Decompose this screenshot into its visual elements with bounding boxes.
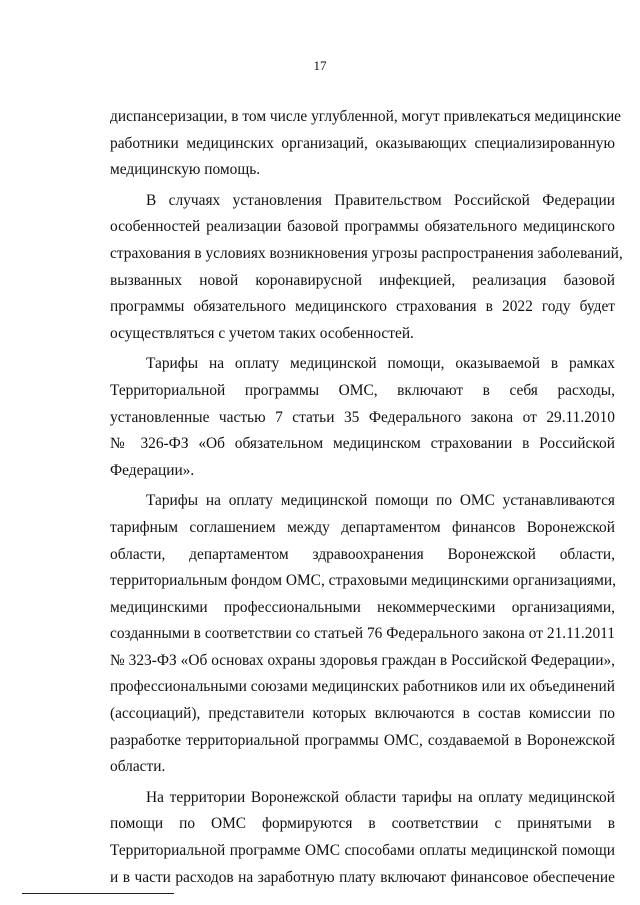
paragraph-1 (110, 104, 622, 184)
text-line: Федерации». (110, 461, 195, 479)
document-body (110, 104, 623, 891)
text-line: диспансеризации, в том числе углубленной, могут привлекаться медицинские (110, 108, 622, 125)
text-line: На территории Воронежской области тарифы на оплату медицинской (146, 788, 615, 806)
text-line: установленные частью 7 статьи 35 Федерального закона от 29.11.2010 (110, 408, 615, 426)
paragraph-5 (110, 785, 615, 891)
text-line: и в части расходов на заработную плату включают финансовое обеспечение (110, 868, 615, 886)
text-line: области. (110, 758, 166, 776)
text-line: тарифным соглашением между департаментом финансов Воронежской (110, 518, 615, 536)
text-line: области, департаментом здравоохранения Воронежской области, (110, 545, 615, 563)
page-number: 17 (313, 58, 327, 73)
text-line: территориальным фондом ОМС, страховыми медицинскими организациями, (110, 572, 616, 590)
text-line: профессиональными союзами медицинских работников или их объединений (110, 678, 615, 696)
text-line: разработке территориальной программы ОМС, создаваемой в Воронежской (110, 731, 615, 749)
paragraph-3 (110, 351, 615, 484)
footnote-separator (22, 893, 174, 894)
text-line: вызванных новой коронавирусной инфекцией, реализация базовой (110, 271, 615, 289)
text-line: медицинскую помощь. (110, 161, 261, 179)
text-line: Тарифы на оплату медицинской помощи, оказываемой в рамках (146, 355, 615, 373)
text-line: В случаях установления Правительством Российской Федерации (146, 191, 615, 209)
text-line: Территориальной программе ОМС способами оплаты медицинской помощи (110, 842, 615, 860)
text-line: медицинскими профессиональными некоммерческими организациями, (110, 598, 615, 616)
text-line: работники медицинских организаций, оказывающих специализированную (110, 134, 615, 152)
text-line: № 326-ФЗ «Об обязательном медицинском страховании в Российской (110, 435, 615, 453)
paragraph-2 (110, 188, 623, 348)
text-line: созданными в соответствии со статьей 76 Федерального закона от 21.11.2011 (110, 625, 615, 643)
text-line: страхования в условиях возникновения угрозы распространения заболеваний, (110, 244, 623, 262)
text-line: Территориальной программы ОМС, включают в себя расходы, (110, 381, 615, 399)
text-line: № 323-ФЗ «Об основах охраны здоровья граждан в Российской Федерации», (110, 651, 615, 669)
text-line: программы обязательного медицинского страхования в 2022 году будет (110, 298, 615, 316)
text-line: Тарифы на оплату медицинской помощи по ОМС устанавливаются (146, 492, 615, 510)
paragraph-4 (110, 488, 615, 781)
text-line: осуществляться с учетом таких особенностей. (110, 324, 414, 342)
text-line: (ассоциаций), представители которых включаются в состав комиссии по (110, 705, 615, 723)
text-line: особенностей реализации базовой программы обязательного медицинского (110, 218, 615, 236)
text-line: помощи по ОМС формируются в соответствии с принятыми в (110, 815, 615, 833)
